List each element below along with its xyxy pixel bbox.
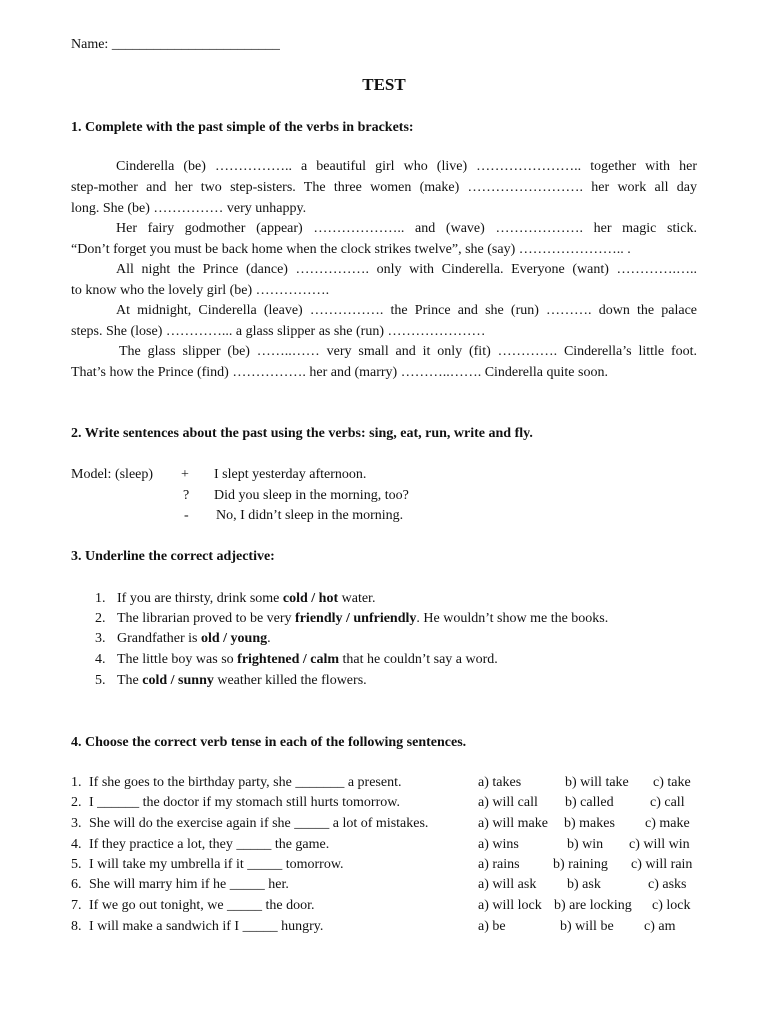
- question-sentence: She will do the exercise again if she _____ a lot of mistakes.: [89, 816, 429, 831]
- list-item-number: 3.: [95, 631, 106, 646]
- option-b[interactable]: b) called: [565, 795, 614, 810]
- option-a[interactable]: a) takes: [478, 775, 522, 790]
- option-c[interactable]: c) lock: [652, 898, 691, 913]
- question-sentence: She will marry him if he _____ her.: [89, 877, 289, 892]
- question-sentence: I ______ the doctor if my stomach still hurts tomorrow.: [89, 795, 400, 810]
- list-item-number: 5.: [95, 673, 106, 688]
- option-a[interactable]: a) be: [478, 919, 506, 934]
- question-number: 5.: [71, 857, 82, 872]
- model-sign: ?: [183, 488, 190, 503]
- adjective-choice[interactable]: friendly / unfriendly: [295, 611, 417, 626]
- option-b[interactable]: b) ask: [567, 877, 601, 892]
- question-number: 1.: [71, 775, 82, 790]
- question-sentence: If she goes to the birthday party, she _______ a present.: [89, 775, 402, 790]
- question-number: 2.: [71, 795, 82, 810]
- option-a[interactable]: a) wins: [478, 837, 519, 852]
- paragraph-line: “Don’t forget you must be back home when the clock strikes twelve”, she (say) ………………….. .: [71, 242, 631, 257]
- page-title: TEST: [362, 75, 406, 94]
- question-number: 3.: [71, 816, 82, 831]
- option-b[interactable]: b) raining: [553, 857, 608, 872]
- question-number: 4.: [71, 837, 82, 852]
- option-b[interactable]: b) are locking: [554, 898, 632, 913]
- option-c[interactable]: c) asks: [648, 877, 687, 892]
- adjective-choice[interactable]: old / young: [200, 631, 268, 646]
- list-item-number: 2.: [95, 611, 106, 626]
- paragraph-line: Her fairy godmother (appear) ……………….. and (wave) ………………. her magic stick.: [116, 221, 697, 236]
- section-2-heading: 2. Write sentences about the past using the verbs: sing, eat, run, write and fly.: [71, 426, 533, 441]
- question-sentence: I will make a sandwich if I _____ hungry.: [89, 919, 324, 934]
- option-b[interactable]: b) will be: [560, 919, 614, 934]
- section-1-heading: 1. Complete with the past simple of the verbs in brackets:: [71, 120, 414, 135]
- question-number: 7.: [71, 898, 82, 913]
- list-item-number: 4.: [95, 652, 106, 667]
- option-c[interactable]: c) am: [644, 919, 676, 934]
- option-c[interactable]: c) will rain: [631, 857, 693, 872]
- question-sentence: If they practice a lot, they _____ the game.: [89, 837, 330, 852]
- adjective-choice[interactable]: cold / hot: [282, 591, 339, 606]
- paragraph-line: At midnight, Cinderella (leave) ……………. the Prince and she (run) ………. down the palace: [116, 303, 697, 318]
- model-sentence: I slept yesterday afternoon.: [214, 467, 367, 482]
- question-number: 6.: [71, 877, 82, 892]
- option-b[interactable]: b) makes: [564, 816, 615, 831]
- question-number: 8.: [71, 919, 82, 934]
- model-sentence: No, I didn’t sleep in the morning.: [216, 508, 404, 523]
- list-item: The librarian proved to be very friendly / unfriendly. He wouldn’t show me the books.: [117, 611, 609, 626]
- option-a[interactable]: a) will lock: [478, 898, 542, 913]
- question-sentence: I will take my umbrella if it _____ tomorrow.: [89, 857, 344, 872]
- list-item: If you are thirsty, drink some cold / hot water.: [117, 591, 376, 606]
- paragraph-line: long. She (be) …………… very unhappy.: [71, 201, 307, 216]
- option-c[interactable]: c) take: [653, 775, 691, 790]
- option-c[interactable]: c) will win: [629, 837, 690, 852]
- list-item-number: 1.: [95, 591, 106, 606]
- section-4-heading: 4. Choose the correct verb tense in each of the following sentences.: [71, 735, 467, 750]
- option-c[interactable]: c) make: [645, 816, 690, 831]
- paragraph-line: to know who the lovely girl (be) …………….: [71, 283, 330, 298]
- paragraph-line: steps. She (lose) …………... a glass slipper as she (run) …………………: [71, 324, 486, 339]
- paragraph-line: That’s how the Prince (find) ……………. her and (marry) ………..……. Cinderella quite soon.: [71, 365, 608, 380]
- section-3-heading: 3. Underline the correct adjective:: [71, 549, 275, 564]
- list-item: Grandfather is old / young.: [117, 631, 271, 646]
- paragraph-line: All night the Prince (dance) ……………. only with Cinderella. Everyone (want) ………….…..: [116, 262, 697, 277]
- paragraph-line: The glass slipper (be) ……..…… very small and it only (fit) …………. Cinderella’s little foot.: [119, 344, 697, 359]
- model-label: Model: (sleep): [71, 467, 154, 482]
- paragraph-line: step-mother and her two step-sisters. The three women (make) ……………………. her work all day: [71, 180, 697, 195]
- paragraph-line: Cinderella (be) …………….. a beautiful girl who (live) ………………….. together with her: [116, 159, 697, 174]
- option-a[interactable]: a) will make: [478, 816, 548, 831]
- adjective-choice[interactable]: frightened / calm: [237, 652, 340, 667]
- option-a[interactable]: a) will ask: [478, 877, 537, 892]
- list-item: The little boy was so frightened / calm that he couldn’t say a word.: [117, 652, 498, 667]
- option-a[interactable]: a) rains: [478, 857, 520, 872]
- option-c[interactable]: c) call: [650, 795, 685, 810]
- option-a[interactable]: a) will call: [478, 795, 538, 810]
- model-sign: -: [184, 508, 189, 523]
- name-field-label: Name: ________________________: [71, 37, 280, 52]
- option-b[interactable]: b) will take: [565, 775, 629, 790]
- adjective-choice[interactable]: cold / sunny: [142, 673, 214, 688]
- option-b[interactable]: b) win: [567, 837, 604, 852]
- model-sentence: Did you sleep in the morning, too?: [214, 488, 409, 503]
- list-item: The cold / sunny weather killed the flowers.: [117, 673, 367, 688]
- model-sign: +: [181, 467, 189, 482]
- question-sentence: If we go out tonight, we _____ the door.: [89, 898, 315, 913]
